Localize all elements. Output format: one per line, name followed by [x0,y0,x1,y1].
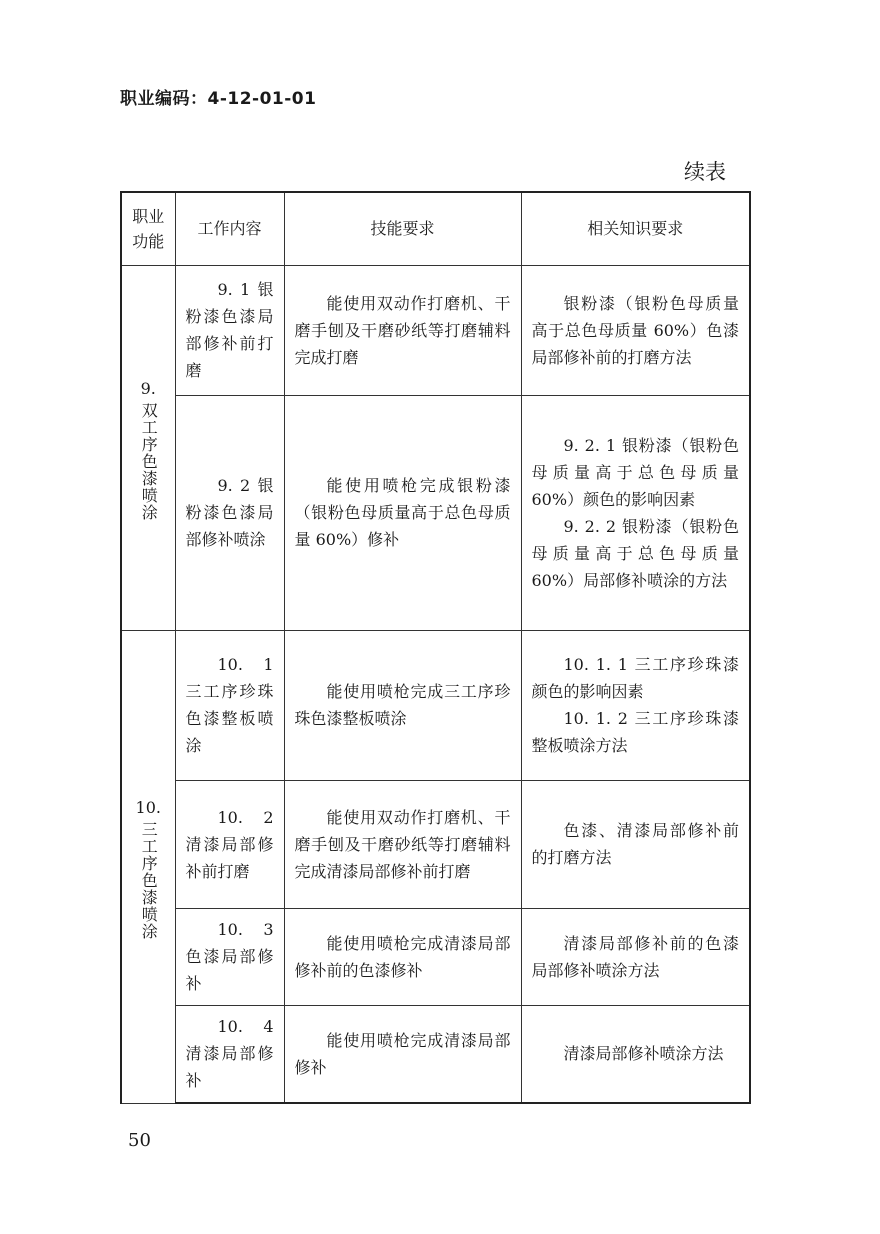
work-content-cell: 9. 1 银粉漆色漆局部修补前打磨 [175,265,284,395]
table-row [121,1005,750,1103]
knowledge-requirement-cell [521,395,750,630]
skill-requirement-cell: 能使用双动作打磨机、干磨手刨及干磨砂纸等打磨辅料完成清漆局部修补前打磨 [284,780,521,908]
page-number: 50 [128,1130,151,1151]
work-content-cell: 10. 2 清漆局部修补前打磨 [175,780,284,908]
column-header-skill: 技能要求 [284,192,521,265]
table-row [121,780,750,908]
work-content-cell: 10. 1 三工序珍珠色漆整板喷涂 [175,630,284,780]
table-row [121,265,750,395]
function-name: 双工序色漆喷涂 [139,401,159,521]
skill-standard-table [120,191,751,1104]
knowledge-item: 10. 1. 1 三工序珍珠漆颜色的影响因素 [531,655,739,701]
skill-requirement-cell: 能使用喷枪完成清漆局部修补 [284,1005,521,1103]
column-header-knowledge: 相关知识要求 [521,192,750,265]
knowledge-requirement-cell: 清漆局部修补前的色漆局部修补喷涂方法 [521,908,750,1005]
function-number: 9. [140,378,156,398]
table-header-row [121,192,750,265]
function-name: 三工序色漆喷涂 [139,820,159,940]
table-row [121,908,750,1005]
column-header-function: 职业功能 [121,192,175,265]
skill-requirement-cell: 能使用喷枪完成银粉漆（银粉色母质量高于总色母质量 60%）修补 [284,395,521,630]
function-cell [121,630,175,1103]
work-content-cell: 10. 3 色漆局部修补 [175,908,284,1005]
table-row [121,630,750,780]
function-cell [121,265,175,630]
skill-requirement-cell: 能使用双动作打磨机、干磨手刨及干磨砂纸等打磨辅料完成打磨 [284,265,521,395]
occupation-code: 职业编码：4-12-01-01 [120,89,317,109]
knowledge-requirement-cell: 银粉漆（银粉色母质量高于总色母质量 60%）色漆局部修补前的打磨方法 [521,265,750,395]
work-content-cell: 9. 2 银粉漆色漆局部修补喷涂 [175,395,284,630]
continued-label: 续表 [684,160,726,184]
knowledge-requirement-cell: 清漆局部修补喷涂方法 [521,1005,750,1103]
knowledge-item: 9. 2. 2 银粉漆（银粉色母质量高于总色母质量 60%）局部修补喷涂的方法 [531,516,739,590]
skill-requirement-cell: 能使用喷枪完成三工序珍珠色漆整板喷涂 [284,630,521,780]
function-number: 10. [135,797,161,817]
knowledge-item: 9. 2. 1 银粉漆（银粉色母质量高于总色母质量 60%）颜色的影响因素 [531,435,739,509]
work-content-cell: 10. 4 清漆局部修补 [175,1005,284,1103]
table-row [121,395,750,630]
column-header-content: 工作内容 [175,192,284,265]
knowledge-requirement-cell: 色漆、清漆局部修补前的打磨方法 [521,780,750,908]
skill-requirement-cell: 能使用喷枪完成清漆局部修补前的色漆修补 [284,908,521,1005]
knowledge-item: 10. 1. 2 三工序珍珠漆整板喷涂方法 [531,709,739,755]
knowledge-requirement-cell [521,630,750,780]
